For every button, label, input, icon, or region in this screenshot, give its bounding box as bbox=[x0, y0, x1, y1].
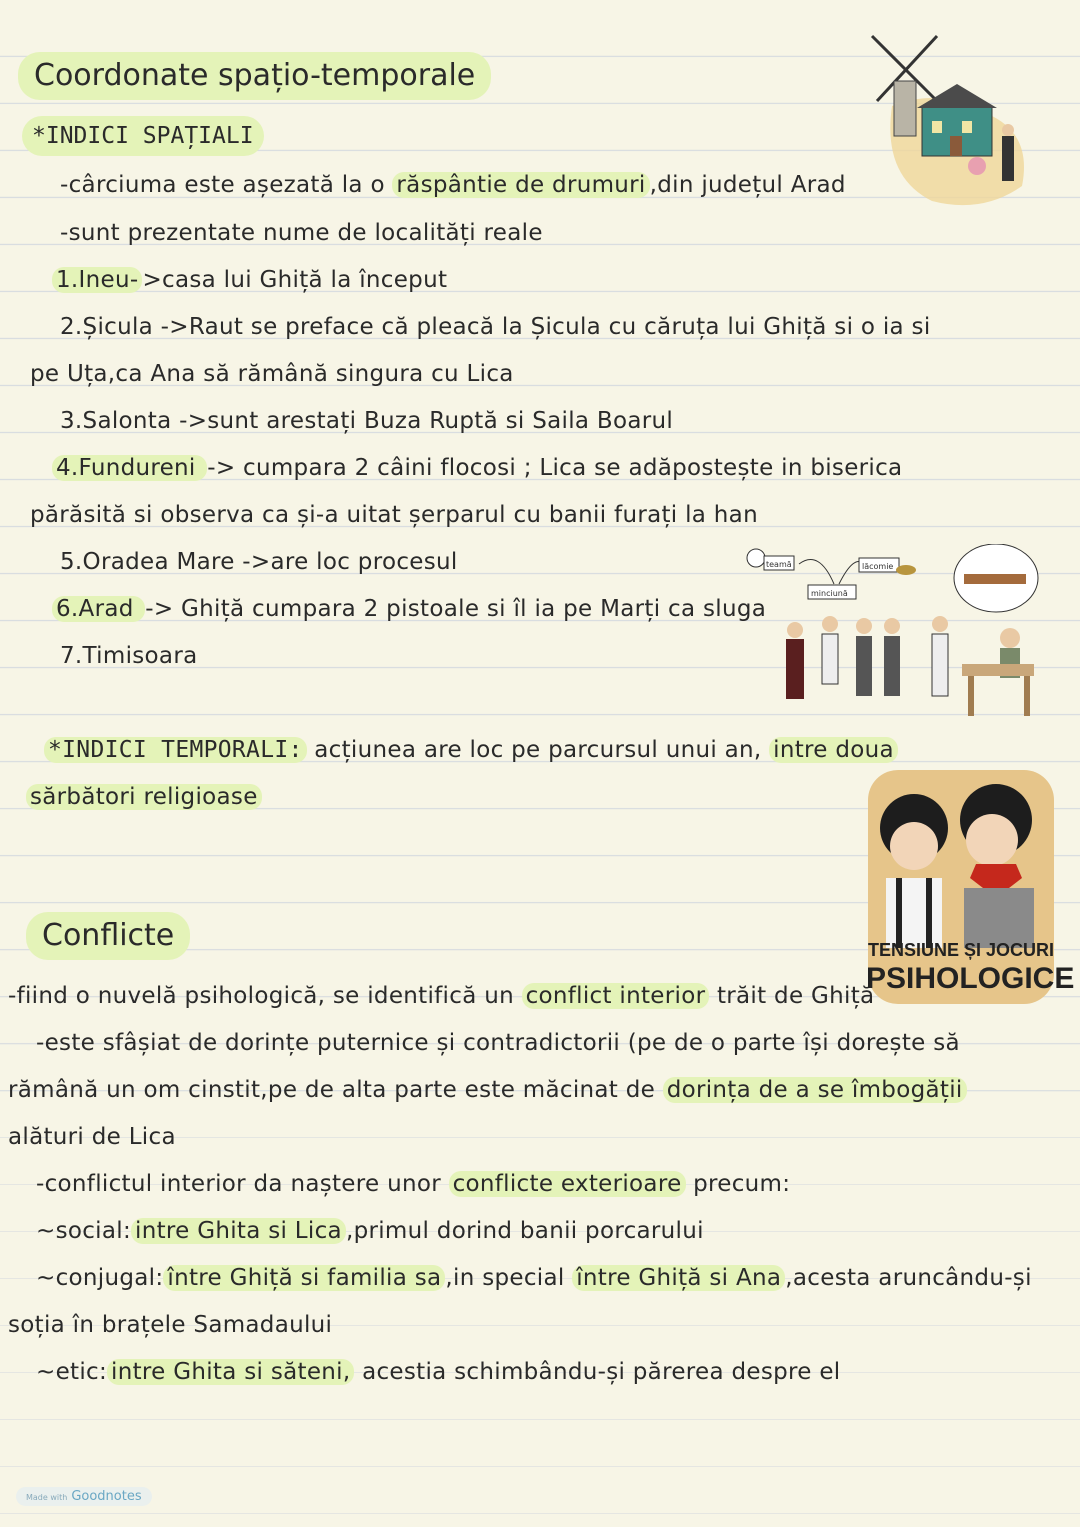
windmill-inn-illustration bbox=[862, 26, 1032, 210]
text-line: alături de Lica bbox=[8, 1124, 176, 1150]
text-line: -conflictul interior da naștere unor conflicte exterioare precum: bbox=[36, 1171, 791, 1197]
subheading-spatial: *INDICI SPAȚIALI bbox=[22, 116, 264, 156]
text-line: ~conjugal: între Ghiță si familia sa ,in special între Ghiță si Ana ,acesta aruncându-și bbox=[36, 1265, 1032, 1291]
text-line: ~etic: intre Ghita si săteni, acestia schimbându-și părerea despre el bbox=[36, 1359, 841, 1385]
text-line: pe Uța,ca Ana să rămână singura cu Lica bbox=[30, 361, 514, 387]
text-line: ~social: intre Ghita si Lica ,primul dorind banii porcarului bbox=[36, 1218, 704, 1244]
text-line: 2.Șicula ->Raut se preface că pleacă la Șicula cu căruța lui Ghiță si o ia si bbox=[60, 314, 931, 340]
text-line: -cârciuma este așezată la o răspântie de drumuri ,din județul Arad bbox=[60, 172, 846, 198]
text-line: părăsită si observa ca și-a uitat șerparul cu banii furați la han bbox=[30, 502, 758, 528]
text-line: 7.Timisoara bbox=[60, 643, 198, 669]
poster-illustration bbox=[866, 768, 1075, 1006]
poster-title-line1: TENSIUNE ȘI JOCURI bbox=[867, 940, 1055, 960]
text-line: -fiind o nuvelă psihologică, se identifică un conflict interior trăit de Ghiță bbox=[8, 983, 875, 1009]
greed-label: lăcomie bbox=[862, 562, 894, 571]
text-line: sărbători religioase bbox=[26, 782, 262, 812]
text-line: rămână un om cinstit,pe de alta parte este măcinat de dorința de a se îmbogății bbox=[8, 1075, 967, 1105]
section-title-conflicte: Conflicte bbox=[26, 912, 190, 960]
lie-label: minciună bbox=[811, 589, 848, 598]
goodnotes-logo: Made with Goodnotes bbox=[16, 1487, 152, 1506]
characters-scene-illustration bbox=[744, 544, 1048, 724]
text-line: 3.Salonta ->sunt arestați Buza Ruptă si Saila Boarul bbox=[60, 408, 674, 434]
fear-label: teamă bbox=[766, 560, 792, 569]
text-line: 6.Arad -> Ghiță cumpara 2 pistoale si îl ia pe Marți ca sluga bbox=[52, 594, 766, 624]
text-line: 5.Oradea Mare ->are loc procesul bbox=[60, 549, 458, 575]
text-line: 1.Ineu- >casa lui Ghiță la început bbox=[52, 265, 447, 295]
text-line: -sunt prezentate nume de localități reale bbox=[60, 220, 543, 246]
section-title-coordonate: Coordonate spațio-temporale bbox=[18, 52, 491, 100]
text-line: soția în brațele Samadaului bbox=[8, 1312, 333, 1338]
text-line: 4.Fundureni -> cumpara 2 câini flocosi ; Lica se adăpostește in biserica bbox=[52, 453, 902, 483]
poster-title-line2: PSIHOLOGICE bbox=[866, 962, 1075, 995]
text-line-temporal: *INDICI TEMPORALI: acțiunea are loc pe parcursul unui an, intre doua bbox=[44, 735, 898, 765]
text-line: -este sfâșiat de dorințe puternice și contradictorii (pe de o parte își dorește să bbox=[36, 1030, 960, 1056]
